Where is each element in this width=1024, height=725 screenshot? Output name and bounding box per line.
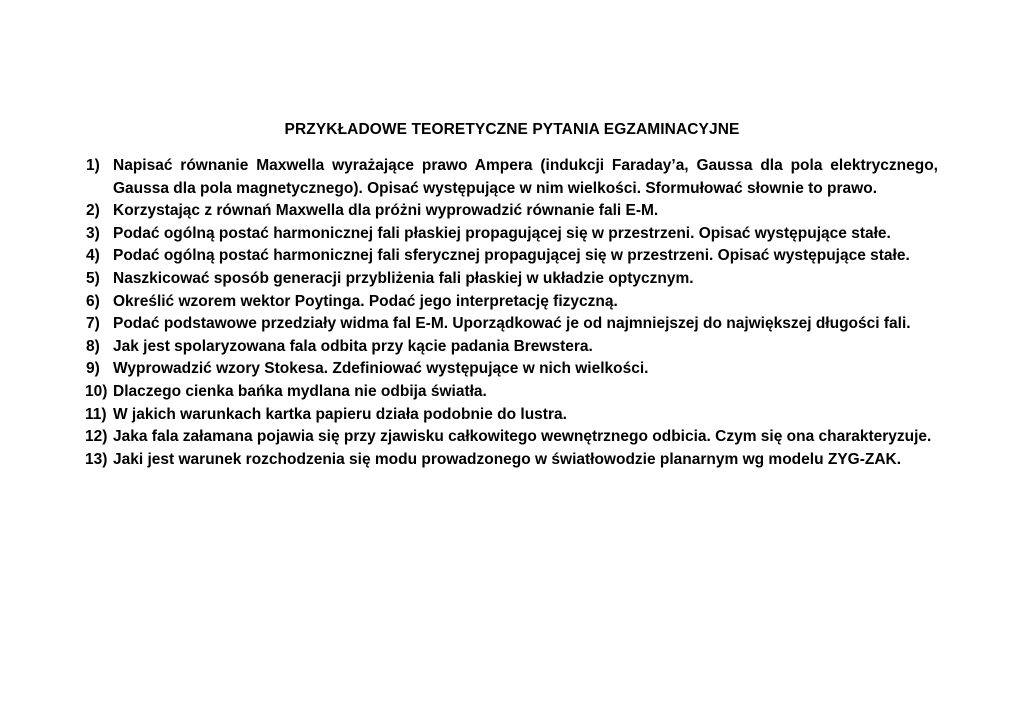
question-item bbox=[86, 449, 938, 472]
document-title: PRZYKŁADOWE TEORETYCZNE PYTANIA EGZAMINACYJNE bbox=[284, 121, 740, 138]
question-number: 13) bbox=[85, 450, 108, 468]
question-number: 5) bbox=[86, 269, 100, 287]
question-number: 12) bbox=[85, 428, 108, 446]
question-number: 3) bbox=[86, 224, 100, 242]
question-number: 10) bbox=[85, 382, 108, 400]
question-text: Naszkicować sposób generacji przybliżenia fali płaskiej w układzie optycznym. bbox=[113, 269, 694, 287]
question-number: 6) bbox=[86, 292, 100, 310]
question-item bbox=[86, 268, 938, 291]
question-item bbox=[86, 291, 938, 314]
question-number: 4) bbox=[86, 247, 100, 265]
question-text: Jaki jest warunek rozchodzenia się modu prowadzonego w światłowodzie planarnym wg modelu ZYG-ZAK. bbox=[113, 450, 902, 468]
question-number: 9) bbox=[86, 360, 100, 378]
question-text: Podać ogólną postać harmonicznej fali płaskiej propagującej się w przestrzeni. Opisać występujące stałe. bbox=[113, 224, 891, 242]
question-text: Napisać równanie Maxwella wyrażające prawo Ampera (indukcji Faraday’a, Gaussa dla pola elektrycznego, Gaussa dla pola magnetycznego). Opisać występujące w nim wielkości. Sformułować słownie to prawo. bbox=[113, 157, 938, 197]
question-text: Korzystając z równań Maxwella dla próżni wyprowadzić równanie fali E-M. bbox=[113, 202, 659, 220]
question-text: Podać ogólną postać harmonicznej fali sferycznej propagującej się w przestrzeni. Opisać występujące stałe. bbox=[113, 247, 910, 265]
question-item bbox=[86, 155, 938, 200]
question-item bbox=[86, 336, 938, 359]
question-text: Dlaczego cienka bańka mydlana nie odbija światła. bbox=[113, 382, 487, 400]
question-item bbox=[86, 313, 938, 336]
question-item bbox=[86, 200, 938, 223]
question-text: Określić wzorem wektor Poytinga. Podać jego interpretację fizyczną. bbox=[113, 292, 618, 310]
question-item bbox=[86, 245, 938, 268]
question-item bbox=[86, 426, 938, 449]
question-item bbox=[86, 358, 938, 381]
question-text: W jakich warunkach kartka papieru działa podobnie do lustra. bbox=[113, 405, 567, 423]
question-text: Podać podstawowe przedziały widma fal E-M. Uporządkować je od najmniejszej do największej długości fali. bbox=[113, 315, 911, 333]
question-number: 11) bbox=[85, 405, 107, 423]
question-text: Wyprowadzić wzory Stokesa. Zdefiniować występujące w nich wielkości. bbox=[113, 360, 649, 378]
question-item bbox=[86, 381, 938, 404]
question-text: Jak jest spolaryzowana fala odbita przy kącie padania Brewstera. bbox=[113, 337, 593, 355]
question-text: Jaka fala załamana pojawia się przy zjawisku całkowitego wewnętrznego odbicia. Czym się ona charakteryzuje. bbox=[113, 428, 932, 446]
question-number: 7) bbox=[86, 315, 100, 333]
question-list bbox=[86, 155, 938, 471]
question-item bbox=[86, 223, 938, 246]
question-number: 1) bbox=[86, 157, 100, 174]
question-number: 2) bbox=[86, 202, 100, 220]
question-item bbox=[86, 404, 938, 427]
question-number: 8) bbox=[86, 337, 100, 355]
